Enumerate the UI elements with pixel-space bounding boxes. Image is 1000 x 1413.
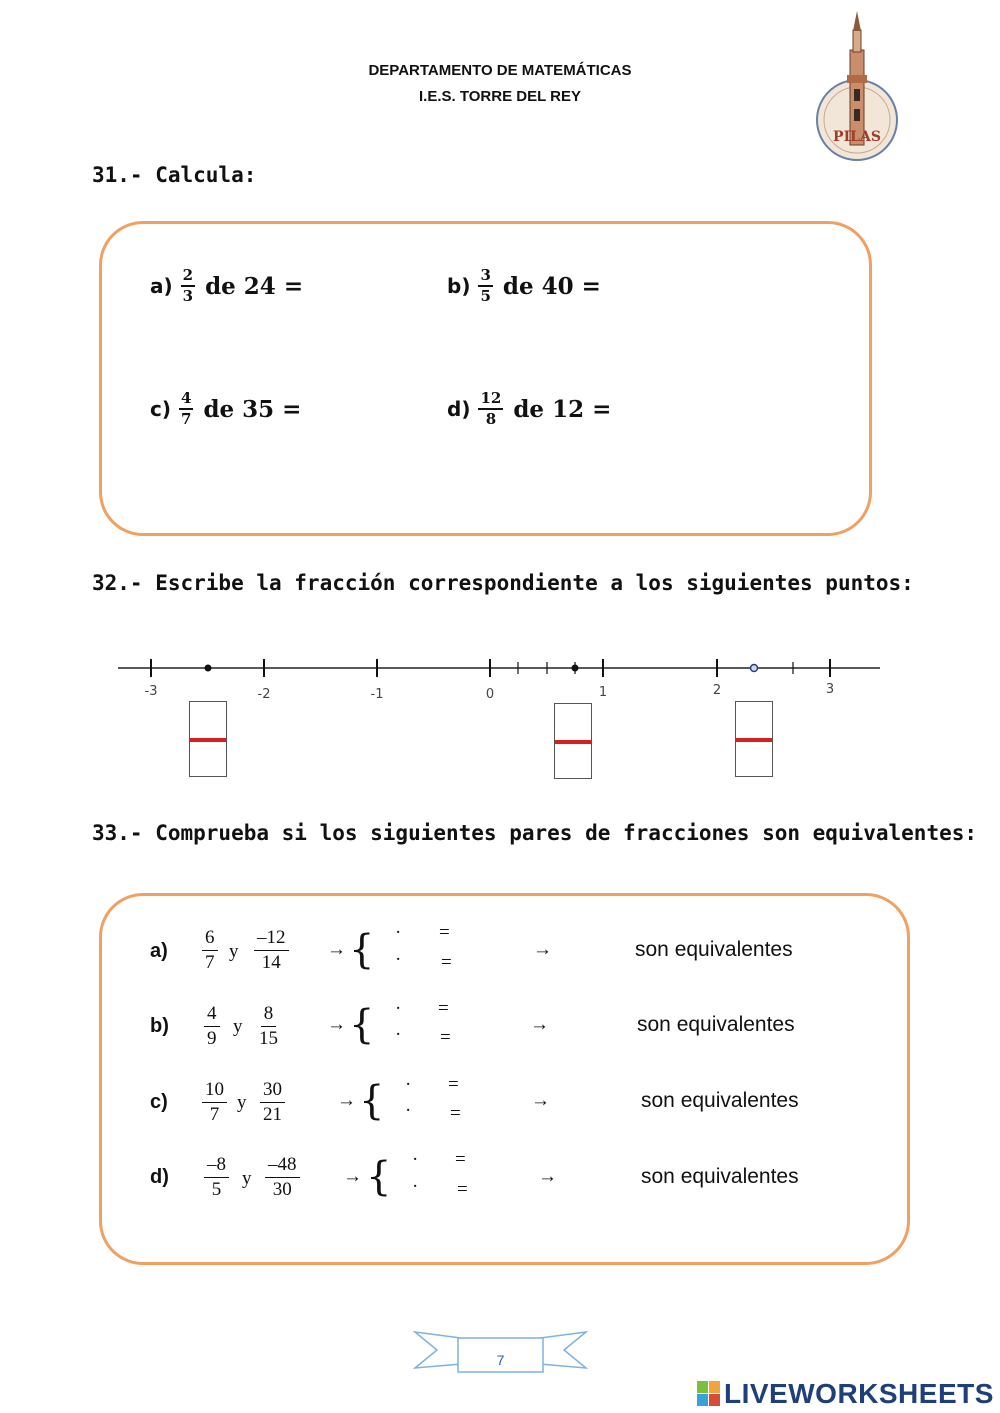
q31-item-a: a) $\frac{2}{3}$ de 24 = (150, 266, 304, 305)
brand-name: LIVEWORKSHEETS (724, 1378, 994, 1409)
brace-icon: { (366, 1154, 392, 1200)
school-name: I.E.S. TORRE DEL REY (419, 88, 581, 105)
q31-item-d: d) $\frac{12}{8}$ de 12 = (447, 389, 612, 428)
q31-item-c: c) $\frac{4}{7}$ de 35 = (150, 389, 302, 428)
page-number: 7 (496, 1352, 505, 1368)
fraction-bar (190, 738, 226, 742)
liveworksheets-logo-icon (697, 1381, 721, 1407)
answer-box-c[interactable] (735, 701, 773, 777)
liveworksheets-brand (697, 1378, 994, 1410)
point-a (205, 665, 212, 672)
tick-label: 0 (485, 687, 495, 702)
q33-row-c: c) 10 7 y 30 21 → { · = · = → son equivalentes (150, 1074, 799, 1125)
brace-icon: { (349, 1002, 375, 1048)
fraction-bar (555, 740, 591, 744)
tick-label: -2 (257, 687, 271, 702)
point-b (572, 665, 579, 672)
point-c (751, 665, 758, 672)
q33-row-d: d) –8 5 y –48 30 → { · = · = → son equivalentes (150, 1149, 799, 1200)
q31-item-b: b) $\frac{3}{5}$ de 40 = (447, 266, 601, 305)
q32-title: 32.- Escribe la fracción correspondiente a los siguientes puntos: (92, 571, 914, 595)
logo-text: PILAS (833, 129, 881, 145)
answer-box-a[interactable] (189, 701, 227, 777)
department-name: DEPARTAMENTO DE MATEMÁTICAS (368, 62, 632, 79)
answer-box-b[interactable] (554, 703, 592, 779)
tick-label: 2 (712, 683, 722, 698)
q33-row-b: b) 4 9 y 8 15 → { · = · = → son equivalentes (150, 998, 795, 1049)
fraction-bar (736, 738, 772, 742)
brace-icon: { (359, 1078, 385, 1124)
q33-title: 33.- Comprueba si los siguientes pares de fracciones son equivalentes: (92, 821, 978, 845)
tick-label: 3 (825, 682, 835, 697)
tick-label: -1 (370, 687, 384, 702)
q31-title: 31.- Calcula: (92, 163, 257, 187)
number-line (110, 650, 890, 710)
tick-label: -3 (144, 684, 158, 699)
tick-label: 1 (598, 685, 608, 700)
brace-icon: { (349, 927, 375, 973)
q33-row-a: a) 6 7 y –12 14 → { · = · = → son equivalentes (150, 922, 793, 973)
school-logo (810, 5, 905, 165)
